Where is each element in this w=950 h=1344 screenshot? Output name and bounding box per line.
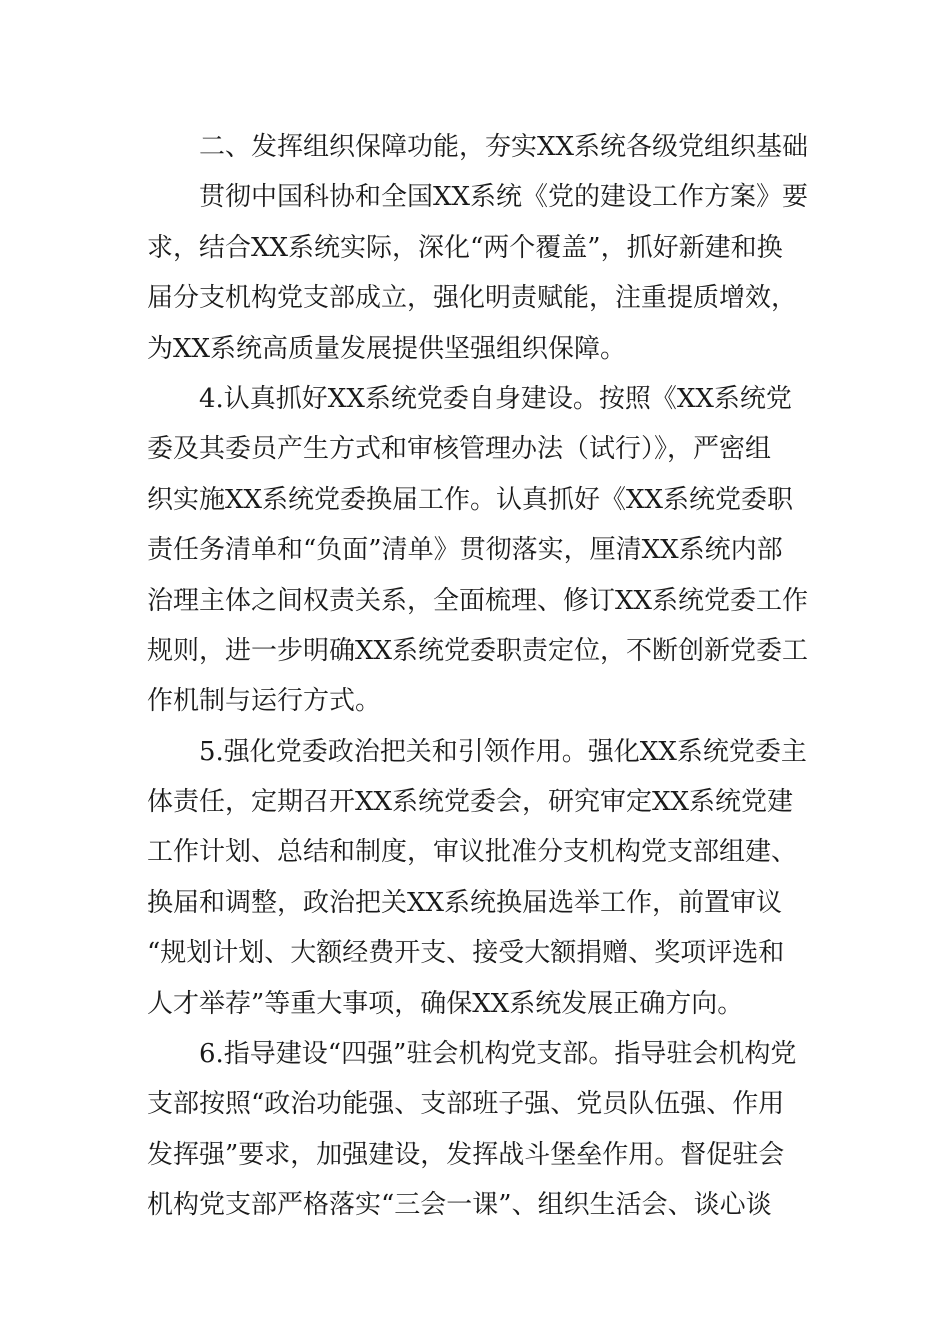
text-line: 作机制与运行方式。 xyxy=(147,686,382,717)
text-line: 6.指导建设“四强”驻会机构党支部。指导驻会机构党 xyxy=(199,1039,797,1070)
text-line: 届分支机构党支部成立，强化明责赋能，注重提质增效， xyxy=(147,283,798,314)
text-line: 机构党支部严格落实“三会一课”、组织生活会、谈心谈 xyxy=(147,1190,772,1221)
text-line: 规则，进一步明确XX系统党委职责定位，不断创新党委工 xyxy=(147,635,809,666)
text-line: 为XX系统高质量发展提供坚强组织保障。 xyxy=(147,333,627,364)
text-line: 工作计划、总结和制度，审议批准分支机构党支部组建、 xyxy=(147,837,798,868)
text-line: 5.强化党委政治把关和引领作用。强化XX系统党委主 xyxy=(199,736,807,767)
section-heading: 二、发挥组织保障功能，夯实XX系统各级党组织基础 xyxy=(199,132,809,162)
text-line: “规划计划、大额经费开支、接受大额捐赠、奖项评选和 xyxy=(147,938,785,969)
text-line: 委及其委员产生方式和审核管理办法（试行）》，严密组 xyxy=(147,434,772,465)
text-line: 体责任，定期召开XX系统党委会，研究审定XX系统党建 xyxy=(147,787,794,818)
text-line: 责任务清单和“负面”清单》贯彻落实，厘清XX系统内部 xyxy=(147,535,783,566)
document-body xyxy=(147,122,807,1231)
text-line: 换届和调整，政治把关XX系统换届选举工作，前置审议 xyxy=(147,887,783,918)
text-line: 人才举荐”等重大事项，确保XX系统发展正确方向。 xyxy=(147,988,744,1019)
text-line: 发挥强”要求，加强建设，发挥战斗堡垒作用。督促驻会 xyxy=(147,1139,785,1170)
text-line: 织实施XX系统党委换届工作。认真抓好《XX系统党委职 xyxy=(147,484,794,515)
text-line: 4.认真抓好XX系统党委自身建设。按照《XX系统党 xyxy=(199,383,792,414)
text-line: 求，结合XX系统实际，深化“两个覆盖”，抓好新建和换 xyxy=(147,232,783,263)
text-line: 贯彻中国科协和全国XX系统《党的建设工作方案》要 xyxy=(199,182,809,213)
text-line: 治理主体之间权责关系，全面梳理、修订XX系统党委工作 xyxy=(147,585,809,616)
text-line: 支部按照“政治功能强、支部班子强、党员队伍强、作用 xyxy=(147,1089,785,1120)
